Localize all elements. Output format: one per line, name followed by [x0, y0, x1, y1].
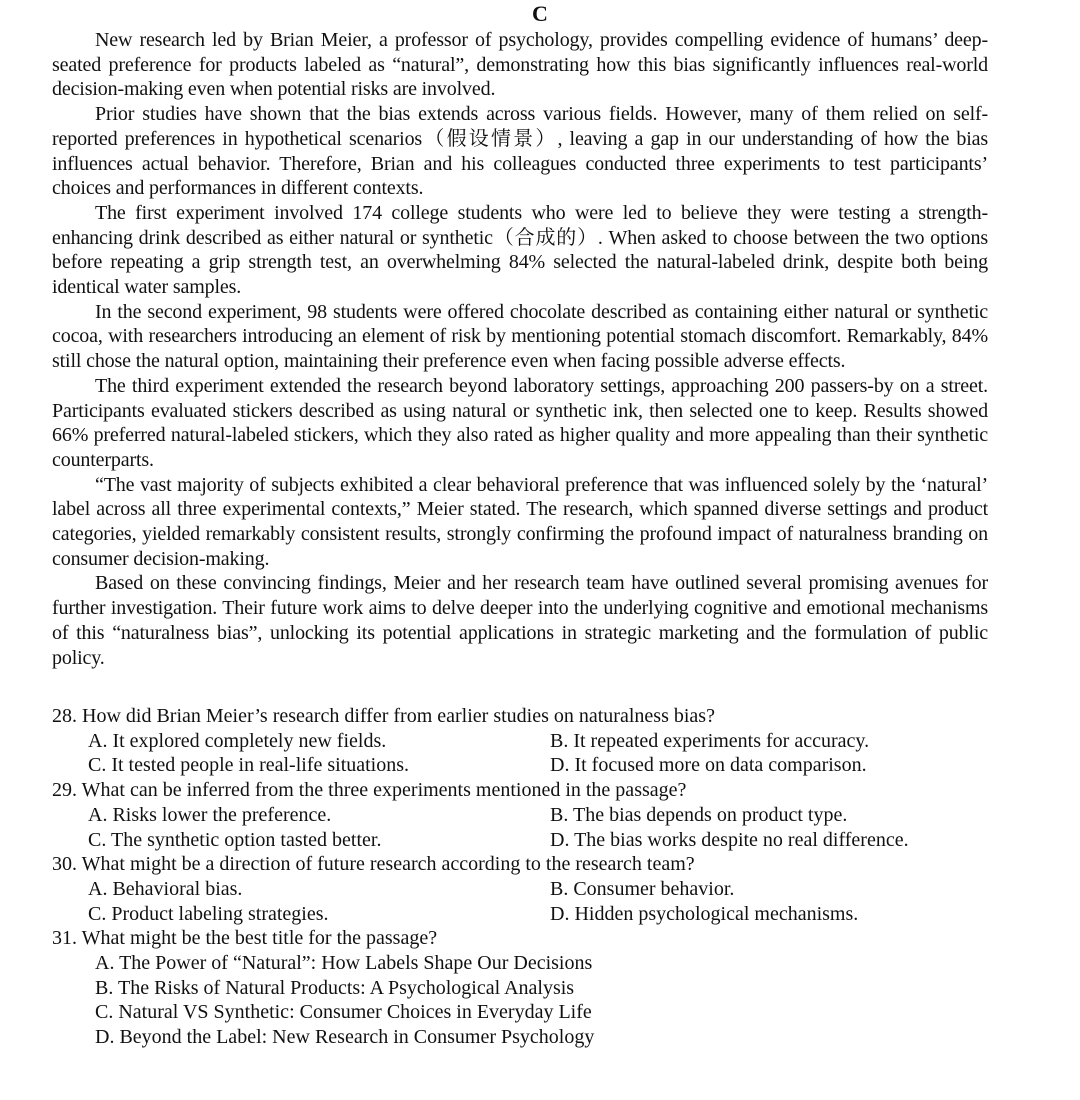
paragraph: Prior studies have shown that the bias extends across various fields. However, many of them relied on self-reported preferences in hypothetical scenarios（假设情景）, leaving a gap in our understanding of how the bias influences actual behavior. Therefore, Brian and his colleagues conducted three experiments to test participants’ choices and performances in different contexts.	[52, 103, 988, 200]
paragraph: Based on these convincing findings, Meier and her research team have outlined several promising avenues for further investigation. Their future work aims to delve deeper into the underlying cognitive and emotional mechanisms of this “naturalness bias”, unlocking its potential applications in strategic marketing and the formulation of public policy.	[52, 572, 988, 669]
option-a: A. It explored completely new fields.	[88, 729, 387, 752]
questions-section	[52, 704, 988, 1050]
question-31	[52, 926, 988, 1050]
option-d: D. Hidden psychological mechanisms.	[550, 902, 859, 925]
paragraph: The first experiment involved 174 college students who were led to believe they were testing a strength-enhancing drink described as either natural or synthetic（合成的）. When asked to choose between the two options before repeating a grip strength test, an overwhelming 84% selected the natural-labeled drink, despite both being identical water samples.	[52, 201, 988, 299]
option-b: B. The bias depends on product type.	[550, 803, 848, 826]
option-b: B. It repeated experiments for accuracy.	[550, 729, 870, 752]
option-c: C. The synthetic option tasted better.	[88, 828, 382, 851]
option-a: A. The Power of “Natural”: How Labels Shape Our Decisions	[95, 952, 593, 975]
option-d: D. It focused more on data comparison.	[550, 754, 867, 777]
option-d: D. The bias works despite no real difference.	[550, 828, 909, 851]
question-stem: 30. What might be a direction of future research according to the research team?	[52, 853, 695, 876]
question-30	[52, 852, 988, 926]
paragraph: New research led by Brian Meier, a professor of psychology, provides compelling evidence of humans’ deep-seated preference for products labeled as “natural”, demonstrating how this bias significantly influences real-world decision-making even when potential risks are involved.	[52, 29, 988, 101]
option-a: A. Behavioral bias.	[88, 877, 243, 900]
reading-passage	[52, 28, 988, 670]
option-c: C. It tested people in real-life situations.	[88, 754, 410, 777]
option-d: D. Beyond the Label: New Research in Consumer Psychology	[95, 1026, 595, 1049]
option-a: A. Risks lower the preference.	[88, 803, 332, 826]
paragraph: “The vast majority of subjects exhibited a clear behavioral preference that was influenced solely by the ‘natural’ label across all three experimental contexts,” Meier stated. The research, which spanned diverse settings and product categories, yielded remarkably consistent results, strongly confirming the profound impact of naturalness branding on consumer decision-making.	[52, 473, 988, 570]
paragraph: The third experiment extended the research beyond laboratory settings, approaching 200 passers-by on a street. Participants evaluated stickers described as using natural or synthetic ink, then selected one to keep. Results showed 66% preferred natural-labeled stickers, which they also rated as higher quality and more appealing than their synthetic counterparts.	[52, 374, 988, 471]
option-c: C. Product labeling strategies.	[88, 902, 329, 925]
question-28	[52, 704, 988, 778]
option-b: B. The Risks of Natural Products: A Psychological Analysis	[95, 976, 575, 999]
option-b: B. Consumer behavior.	[550, 877, 735, 900]
question-29	[52, 778, 988, 852]
question-stem: 31. What might be the best title for the passage?	[52, 927, 438, 950]
option-c: C. Natural VS Synthetic: Consumer Choices in Everyday Life	[95, 1001, 592, 1024]
question-stem: 29. What can be inferred from the three experiments mentioned in the passage?	[52, 779, 687, 802]
question-stem: 28. How did Brian Meier’s research differ from earlier studies on naturalness bias?	[52, 705, 715, 727]
section-heading: C	[532, 1, 548, 26]
paragraph: In the second experiment, 98 students were offered chocolate described as containing either natural or synthetic cocoa, with researchers introducing an element of risk by mentioning potential stomach discomfort. Remarkably, 84% still chose the natural option, maintaining their preference even when facing possible adverse effects.	[52, 300, 988, 373]
